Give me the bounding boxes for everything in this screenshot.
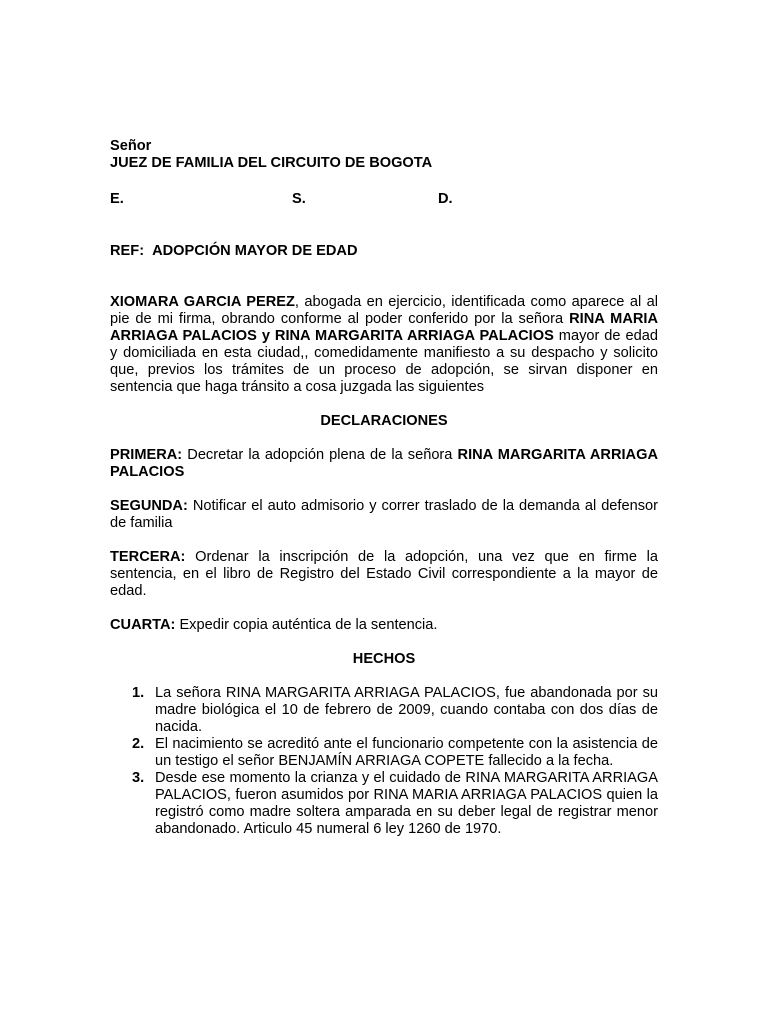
intro-text-2: mayor de edad y domiciliada en esta ciudad,, comedidamente manifiesto a su despacho y solicito que, previos los trámites de un proceso de adopción, se sirvan disponer en sentencia que haga tránsito a cosa juzgada las siguientes: [110, 328, 658, 395]
list-item: [110, 770, 658, 838]
hechos-heading: HECHOS: [352, 651, 416, 667]
declaracion-label: SEGUNDA:: [110, 498, 188, 514]
list-item-text: La señora RINA MARGARITA ARRIAGA PALACIOS, fue abandonada por su madre biológica el 10 de febrero de 2009, cuando contaba con dos días de nacida.: [155, 685, 658, 735]
declaracion-label: CUARTA:: [110, 617, 176, 633]
declaracion-text: Expedir copia auténtica de la sentencia.: [175, 617, 438, 633]
declaracion-cuarta: [110, 617, 658, 634]
ref-text: ADOPCIÓN MAYOR DE EDAD: [152, 243, 358, 259]
list-item: [110, 736, 658, 770]
ref-label: REF:: [110, 243, 145, 259]
list-item-number: 1.: [132, 685, 145, 701]
esd-e: E.: [110, 191, 124, 207]
declaraciones-heading: DECLARACIONES: [320, 413, 448, 429]
esd-d: D.: [438, 191, 453, 207]
declaracion-primera: [110, 447, 658, 481]
lawyer-name: XIOMARA GARCIA PEREZ: [110, 294, 295, 310]
declaracion-tercera: [110, 549, 658, 600]
esd-line: [110, 191, 658, 208]
document-page: [110, 138, 658, 838]
list-item-number: 3.: [132, 770, 145, 786]
declaracion-text: Notificar el auto admisorio y correr traslado de la demanda al defensor de familia: [110, 498, 658, 531]
list-item-number: 2.: [132, 736, 145, 752]
hechos-list: [110, 685, 658, 838]
declaracion-text: Ordenar la inscripción de la adopción, una vez que en firme la sentencia, en el libro de Registro del Estado Civil correspondiente a la mayor de edad.: [110, 549, 658, 599]
intro-paragraph: [110, 294, 658, 396]
salutation: Señor: [110, 138, 152, 154]
esd-s: S.: [292, 191, 306, 207]
addressee: JUEZ DE FAMILIA DEL CIRCUITO DE BOGOTA: [110, 155, 433, 171]
declaracion-label: TERCERA:: [110, 549, 186, 565]
declaracion-text: Decretar la adopción plena de la señora: [182, 447, 458, 463]
client-names: RINA MARIA ARRIAGA PALACIOS y RINA MARGARITA ARRIAGA PALACIOS: [110, 311, 658, 344]
list-item: [110, 685, 658, 736]
intro-text-1: , abogada en ejercicio, identificada como aparece al al pie de mi firma, obrando conforme al poder conferido por la señora: [110, 294, 658, 327]
declaracion-segunda: [110, 498, 658, 532]
declaracion-bold-name: RINA MARGARITA ARRIAGA PALACIOS: [110, 447, 658, 480]
list-item-text: Desde ese momento la crianza y el cuidado de RINA MARGARITA ARRIAGA PALACIOS, fueron asumidos por RINA MARIA ARRIAGA PALACIOS quien la registró como madre soltera amparada en su deber legal de registrar menor abandonado. Articulo 45 numeral 6 ley 1260 de 1970.: [155, 770, 658, 837]
reference-line: [110, 243, 658, 260]
list-item-text: El nacimiento se acreditó ante el funcionario competente con la asistencia de un testigo el señor BENJAMÍN ARRIAGA COPETE fallecido a la fecha.: [155, 736, 658, 769]
declaracion-label: PRIMERA:: [110, 447, 183, 463]
